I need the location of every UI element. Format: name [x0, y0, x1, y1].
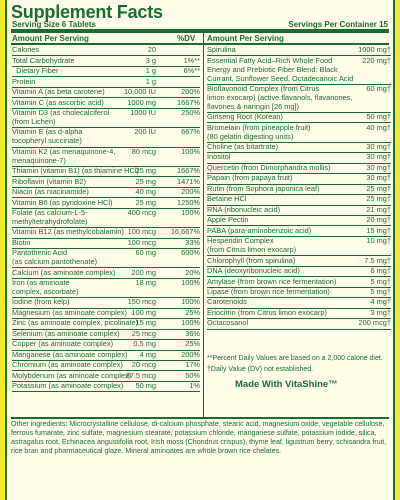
- nutrient-name: Bromelain (from pineapple fruit) (80 gelatin digesting units): [207, 122, 311, 141]
- nutrient-amount: 25 mcg: [131, 328, 156, 338]
- nutrient-name: PABA (para-aminobenzoic acid): [207, 225, 312, 235]
- nutrient-row: [207, 237, 391, 256]
- nutrient-row: [12, 340, 200, 350]
- nutrient-row: [12, 382, 200, 392]
- nutrient-amount: 30 mg†: [366, 162, 391, 172]
- nutrient-daily-value: 100%: [181, 297, 200, 307]
- nutrient-row: [207, 195, 391, 205]
- nutrient-row: [207, 123, 391, 142]
- nutrient-name: Chlorophyll (from spirulina): [207, 255, 296, 265]
- nutrient-daily-value: 25%: [185, 307, 200, 317]
- panel-title: Supplement Facts: [11, 2, 163, 22]
- nutrient-amount: 220 mg†: [362, 55, 391, 65]
- nutrient-daily-value: 1%**: [183, 55, 200, 65]
- nutrient-name: Dietary Fiber: [12, 66, 59, 76]
- nutrient-amount: 15 mg†: [366, 225, 391, 235]
- nutrient-amount: 0.5 mg: [133, 339, 156, 349]
- nutrient-amount: 30 mg†: [366, 152, 391, 162]
- nutrient-name: Vitamin C (as ascorbic acid): [12, 97, 104, 107]
- nutrient-daily-value: 1471%: [176, 176, 200, 186]
- nutrient-amount: 200 mcg†: [358, 318, 391, 328]
- servings-per-container: Servings Per Container 15: [288, 20, 388, 29]
- nutrient-daily-value: 36%: [185, 328, 200, 338]
- footnote-percent-dv: **Percent Daily Values are based on a 2,000 calorie diet.: [207, 355, 383, 362]
- nutrient-amount: 150 mcg: [127, 297, 156, 307]
- nutrient-row: [12, 148, 200, 167]
- nutrient-amount: 3 g: [145, 55, 156, 65]
- nutrient-amount: 3 mg†: [370, 307, 391, 317]
- nutrient-name: Calcium (as aminoate complex): [12, 267, 116, 277]
- nutrient-name: Amylase (from brown rice fermentation): [207, 276, 337, 286]
- nutrient-amount: 25 mg†: [366, 194, 391, 204]
- left-nutrient-list: [12, 46, 200, 392]
- nutrient-name: Total Carbohydrate: [12, 55, 75, 65]
- nutrient-name: Octacosanol: [207, 318, 249, 328]
- nutrient-amount: 15 mg: [135, 318, 156, 328]
- nutrient-amount: 40 mg†: [366, 122, 391, 132]
- nutrient-name: Selenium (as aminoate complex): [12, 328, 120, 338]
- nutrient-name: DNA (deoxyribonucleic acid): [207, 266, 300, 276]
- nutrient-daily-value: 200%: [181, 87, 200, 97]
- nutrient-amount: 40 mg: [135, 187, 156, 197]
- nutrient-amount: 37.5 mcg: [125, 370, 156, 380]
- nutrient-amount: 200 mg: [131, 267, 156, 277]
- nutrient-row: [12, 249, 200, 268]
- nutrient-amount: 50 mg: [135, 381, 156, 391]
- nutrient-name: Pantothenic Acid (as calcium pantothenate): [12, 248, 98, 267]
- nutrient-name: Chromium (as aminoate complex): [12, 360, 123, 370]
- nutrient-amount: 1000 mg†: [358, 45, 391, 55]
- nutrient-amount: 25 mg†: [366, 183, 391, 193]
- nutrient-daily-value: 50%: [185, 370, 200, 380]
- nutrient-name: Papain (from papaya fruit): [207, 173, 293, 183]
- nutrient-row: [207, 113, 391, 123]
- bottom-rule: [11, 417, 389, 419]
- nutrient-amount: 20: [147, 45, 156, 55]
- nutrient-amount: 6 mg†: [370, 266, 391, 276]
- nutrient-name: Riboflavin (vitamin B2): [12, 176, 86, 186]
- right-nutrient-list: [207, 46, 391, 330]
- nutrient-daily-value: 1667%: [176, 166, 200, 176]
- nutrient-amount: 5 mg†: [370, 276, 391, 286]
- nutrient-name: Hesperidin Complex (from Citrus limon exocarp): [207, 236, 297, 255]
- nutrient-name: Betaine HCl: [207, 194, 247, 204]
- nutrient-name: Calories: [12, 45, 40, 55]
- thick-divider: [11, 29, 389, 33]
- nutrient-name: Vitamin D3 (as cholecalciferol (from Lichen): [12, 108, 110, 126]
- supplement-facts-panel: [5, 0, 395, 500]
- nutrient-amount: 1000 mg: [127, 97, 156, 107]
- nutrient-amount: 10,000 IU: [123, 87, 156, 97]
- nutrient-daily-value: 16,667%: [170, 227, 200, 237]
- nutrient-name: Spirulina: [207, 45, 236, 55]
- nutrient-name: Niacin (as niacinamide): [12, 187, 89, 197]
- nutrient-name: Inositol: [207, 152, 231, 162]
- nutrient-daily-value: 100%: [181, 278, 200, 288]
- nutrient-row: [12, 88, 200, 98]
- nutrient-row: [12, 188, 200, 198]
- nutrient-name: Vitamin E (as d-alpha tocopheryl succinate): [12, 127, 83, 146]
- made-with-vitashine: Made With VitaShine™: [235, 379, 338, 390]
- nutrient-row: [12, 279, 200, 298]
- nutrient-amount: 1 g: [145, 66, 156, 76]
- nutrient-daily-value: 1667%: [176, 97, 200, 107]
- nutrient-row: [12, 319, 200, 329]
- footnote-dv-not-established: †Daily Value (DV) not established.: [207, 366, 314, 373]
- nutrient-daily-value: 200%: [181, 187, 200, 197]
- nutrient-row: [207, 267, 391, 277]
- nutrient-name: Eriocitrin (from Citrus limon exocarp): [207, 307, 327, 317]
- nutrient-amount: 50 mg†: [366, 112, 391, 122]
- nutrient-amount: 25 mg: [135, 176, 156, 186]
- nutrient-amount: 20 mcg: [131, 360, 156, 370]
- nutrient-name: Bioflavonoid Complex (from Citrus limon exocarp) (active flavanols, flavanones, flavones & naringin [26 mg]): [207, 83, 353, 111]
- nutrient-daily-value: 100%: [181, 318, 200, 328]
- nutrient-name: Rutin (from Sophora japonica leaf): [207, 183, 320, 193]
- nutrient-name: Zinc (as aminoate complex, picolinate): [12, 318, 139, 328]
- nutrient-amount: 1000 IU: [130, 108, 156, 118]
- nutrient-amount: 80 mcg: [131, 146, 156, 156]
- nutrient-name: Apple Pectin: [207, 215, 249, 225]
- nutrient-daily-value: 600%: [181, 248, 200, 258]
- nutrient-row: [207, 85, 391, 113]
- nutrient-name: Lipase (from brown rice fermentation): [207, 286, 330, 296]
- nutrient-amount: 100 mcg: [127, 237, 156, 247]
- nutrient-row: [12, 109, 200, 128]
- nutrient-name: Vitamin B12 (as methylcobalamin): [12, 227, 125, 237]
- nutrient-row: [207, 56, 391, 84]
- nutrient-amount: 21 mg†: [366, 204, 391, 214]
- nutrient-row: [207, 319, 391, 329]
- nutrient-name: Vitamin A (as beta carotene): [12, 87, 105, 97]
- nutrient-amount: 25 mg: [135, 166, 156, 176]
- nutrient-daily-value: 25%: [185, 339, 200, 349]
- nutrient-amount: 100 mg: [131, 307, 156, 317]
- dv-column-header: %DV: [177, 34, 196, 43]
- nutrient-amount: 100 mcg: [127, 227, 156, 237]
- nutrient-daily-value: 1%: [189, 381, 200, 391]
- left-column-header: Amount Per Serving: [12, 34, 89, 43]
- nutrient-name: Thiamin (vitamin B1) (as thiamine HCl): [12, 166, 139, 176]
- nutrient-amount: 7.5 mg†: [364, 255, 391, 265]
- nutrient-amount: 4 mg: [139, 349, 156, 359]
- header-rule: [11, 43, 389, 45]
- nutrient-amount: 4 mg†: [370, 297, 391, 307]
- nutrient-row: [12, 167, 200, 177]
- nutrient-name: Biotin: [12, 237, 31, 247]
- nutrient-daily-value: 6%**: [183, 66, 200, 76]
- nutrient-daily-value: 1250%: [176, 197, 200, 207]
- nutrient-name: Potassium (as aminoate complex): [12, 381, 124, 391]
- nutrient-name: Folate (as calcium-L-5- methyltetrahydrofolate): [12, 208, 88, 226]
- right-column-header: Amount Per Serving: [207, 34, 284, 43]
- nutrient-row: [12, 228, 200, 238]
- nutrient-name: Magnesium (as aminoate complex): [12, 307, 128, 317]
- nutrient-daily-value: 100%: [181, 208, 200, 218]
- column-divider: [203, 33, 204, 418]
- nutrient-amount: 10 mg†: [366, 236, 391, 246]
- nutrient-row: [12, 128, 200, 147]
- nutrient-row: [12, 67, 200, 77]
- nutrient-row: [207, 216, 391, 226]
- nutrient-name: Vitamin B6 (as pyridoxine HCl): [12, 197, 113, 207]
- nutrient-daily-value: 20%: [185, 267, 200, 277]
- nutrient-amount: 400 mcg: [127, 208, 156, 218]
- nutrient-name: Manganese (as aminoate complex): [12, 349, 128, 359]
- nutrient-amount: 200 IU: [134, 127, 156, 137]
- nutrient-amount: 30 mg†: [366, 173, 391, 183]
- nutrient-name: Ginseng Root (Korean): [207, 112, 283, 122]
- nutrient-amount: 1 g: [145, 76, 156, 86]
- nutrient-daily-value: 33%: [185, 237, 200, 247]
- nutrient-amount: 60 mg: [135, 248, 156, 258]
- nutrient-amount: 60 mg†: [366, 83, 391, 93]
- nutrient-daily-value: 100%: [181, 146, 200, 156]
- nutrient-name: Iron (as aminoate complex, ascorbate): [12, 278, 79, 296]
- nutrient-daily-value: 200%: [181, 349, 200, 359]
- serving-size: Serving Size 6 Tablets: [12, 20, 96, 29]
- nutrient-amount: 18 mg: [135, 278, 156, 288]
- nutrient-daily-value: 667%: [181, 127, 200, 137]
- nutrient-row: [12, 46, 200, 56]
- nutrient-daily-value: 250%: [181, 108, 200, 118]
- nutrient-name: Protein: [12, 76, 36, 86]
- nutrient-row: [207, 46, 391, 56]
- nutrient-name: RNA (ribonucleic acid): [207, 204, 281, 214]
- nutrient-amount: 20 mg†: [366, 215, 391, 225]
- nutrient-name: Carotenoids: [207, 297, 247, 307]
- nutrient-name: Choline (as bitartrate): [207, 142, 279, 152]
- nutrient-amount: 5 mg†: [370, 286, 391, 296]
- nutrient-name: Molybdenum (as aminoate complex): [12, 370, 132, 380]
- nutrient-row: [12, 209, 200, 228]
- nutrient-daily-value: 17%: [185, 360, 200, 370]
- nutrient-row: [12, 361, 200, 371]
- nutrient-amount: 30 mg†: [366, 142, 391, 152]
- nutrient-name: Quercetin (from Dimorphandra mollis): [207, 162, 331, 172]
- nutrient-name: Iodine (from kelp): [12, 297, 70, 307]
- other-ingredients: Other ingredients: Microcrystalline cellulose, di-calcium phosphate, stearic acid, magnesium oxide, vegetable cellulose, ferrous fumarate, zinc sulfate, magnesium stearate, potassium chloride, manganese sulfate, potassium iodide, silica, astragalus root, Echinacea angustifolia root, Irish moss (Chondrus crispus), thyme leaf, ligustrum berry, schisandra fruit, rice bran and pharmaceutical glaze. Mineral aminoates are whole brown rice chelates.: [11, 420, 387, 455]
- nutrient-row: [207, 143, 391, 153]
- nutrient-name: Copper (as aminoate complex): [12, 339, 114, 349]
- nutrient-amount: 25 mg: [135, 197, 156, 207]
- nutrient-name: Vitamin K2 (as menaquinone-4, menaquinone-7): [12, 146, 116, 165]
- nutrient-name: Essential Fatty Acid–Rich Whole Food Energy and Prebiotic Fiber Blend: Black Currant, Sunflower Seed, Octadecanoic Acid: [207, 55, 354, 83]
